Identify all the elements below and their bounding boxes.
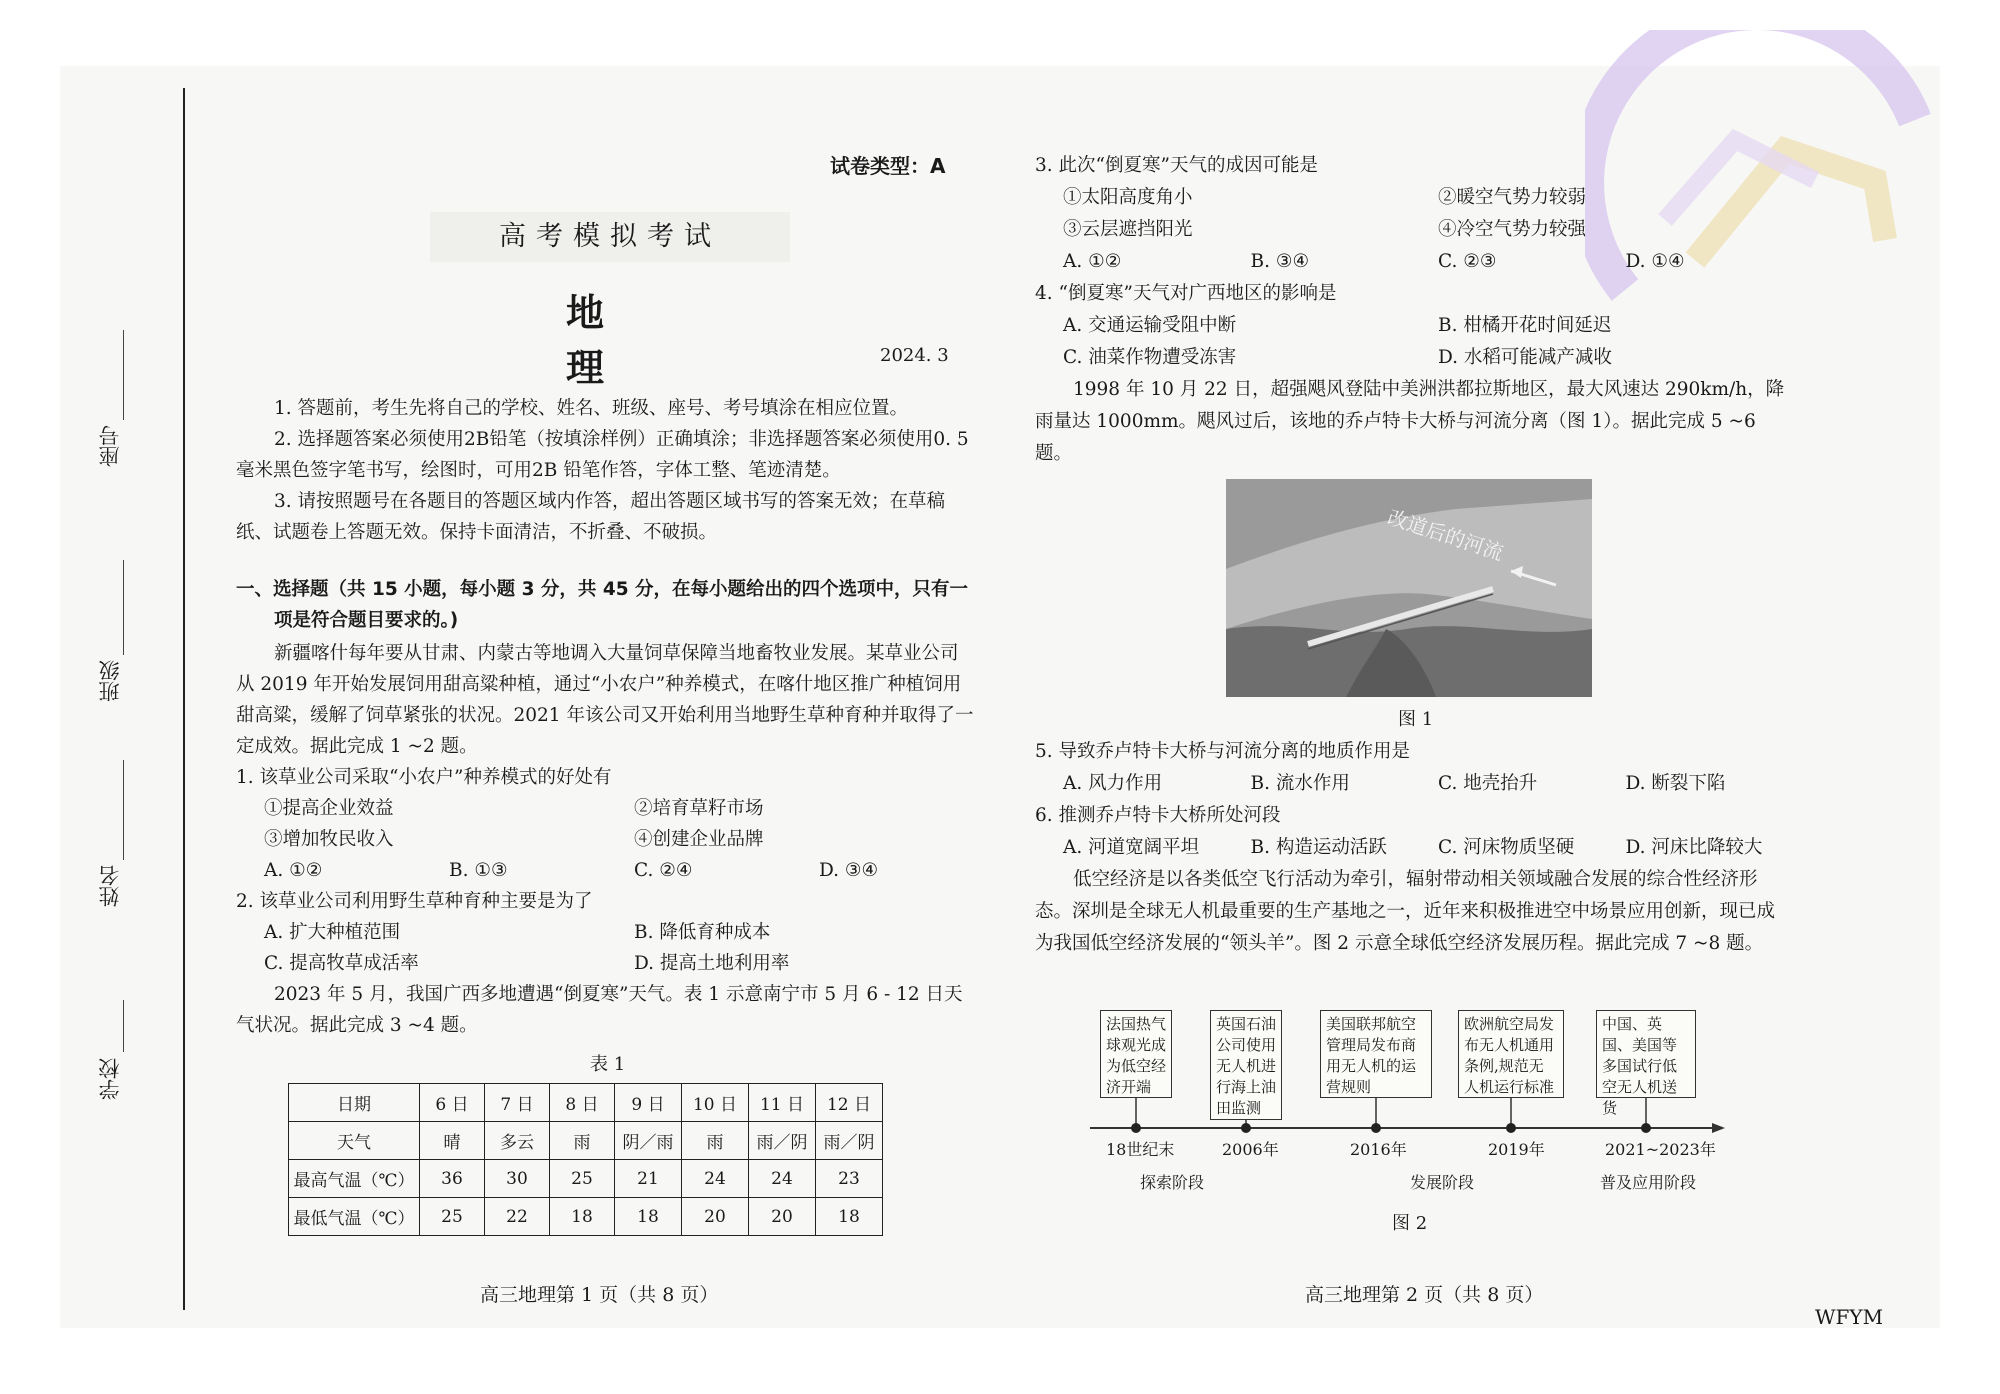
class-label: 班级 <box>98 660 122 702</box>
table-cell: 25 <box>420 1198 485 1236</box>
section-heading: 一、选择题（共 15 小题，每小题 3 分，共 45 分，在每小题给出的四个选项中，只有一 项是符合题目要求的。) <box>236 579 969 631</box>
table-cell: 24 <box>749 1160 816 1198</box>
q3-stem: 3. 此次“倒夏寒”天气的成因可能是 <box>1035 155 1318 176</box>
q2-option[interactable]: D. 提高土地利用率 <box>634 953 790 974</box>
stage-label: 探索阶段 <box>1140 1173 1205 1192</box>
q3-option[interactable]: D. ①④ <box>1625 251 1685 272</box>
seat-field[interactable] <box>95 330 135 490</box>
instructions <box>236 393 976 548</box>
school-label: 学校 <box>98 1058 122 1100</box>
table-cell: 雨 <box>550 1122 615 1160</box>
q2-option[interactable]: A. 扩大种植范围 <box>264 922 401 943</box>
timeline-year: 2006年 <box>1222 1140 1279 1159</box>
subject-title: 地 理 <box>565 291 743 390</box>
q6-option[interactable]: C. 河床物质坚硬 <box>1438 837 1575 858</box>
instruction-1: 1. 答题前，考生先将自己的学校、姓名、班级、座号、考号填涂在相应位置。 <box>274 398 909 419</box>
binding-line <box>183 88 185 1310</box>
q4-stem: 4. “倒夏寒”天气对广西地区的影响是 <box>1035 283 1337 304</box>
q1-item: ①提高企业效益 <box>264 798 394 819</box>
table-row <box>289 1084 883 1122</box>
right-questions-top <box>1035 150 1785 470</box>
q3-item: ④冷空气势力较强 <box>1438 219 1587 240</box>
timeline-year: 2021~2023年 <box>1605 1140 1716 1159</box>
table-cell: 日期 <box>289 1084 420 1122</box>
q2-option[interactable]: C. 提高牧草成活率 <box>264 953 419 974</box>
q3-item: ②暖空气势力较弱 <box>1438 187 1587 208</box>
q6-option[interactable]: B. 构造运动活跃 <box>1250 837 1387 858</box>
figure2-caption: 图 2 <box>1392 1213 1428 1234</box>
q3-item: ③云层遮挡阳光 <box>1063 219 1193 240</box>
table-cell: 20 <box>749 1198 816 1236</box>
q6-option[interactable]: A. 河道宽阔平坦 <box>1063 837 1200 858</box>
school-field[interactable] <box>95 1000 135 1110</box>
passage-4: 低空经济是以各类低空飞行活动为牵引，辐射带动相关领域融合发展的综合性经济形态。深圳是全球无人机最重要的生产基地之一，近年来积极推进空中场景应用创新，现已成为我国低空经济发展的“领头羊”。图 2 示意全球低空经济发展历程。据此完成 7 ~8 题。 <box>1035 869 1776 954</box>
table-cell: 最低气温（℃） <box>289 1198 420 1236</box>
table-cell: 36 <box>420 1160 485 1198</box>
table-cell: 雨／阴 <box>816 1122 883 1160</box>
q4-option[interactable]: D. 水稻可能减产减收 <box>1438 347 1612 368</box>
table-cell: 阴／雨 <box>615 1122 682 1160</box>
stage-label: 发展阶段 <box>1410 1173 1475 1192</box>
q4-option[interactable]: C. 油菜作物遭受冻害 <box>1063 347 1237 368</box>
bridge-river-photo <box>1226 479 1592 697</box>
q5-option[interactable]: C. 地壳抬升 <box>1438 773 1538 794</box>
exam-date: 2024. 3 <box>880 345 949 366</box>
instruction-3: 3. 请按照题号在各题目的答题区域内作答，超出答题区域书写的答案无效；在草稿纸、试题卷上答题无效。保持卡面清洁，不折叠、不破损。 <box>236 491 946 543</box>
table-cell: 8 日 <box>550 1084 615 1122</box>
watermark-text: WFYM <box>1815 1305 1884 1329</box>
table-cell: 雨 <box>682 1122 749 1160</box>
table-cell: 18 <box>550 1198 615 1236</box>
passage-1: 新疆喀什每年要从甘肃、内蒙古等地调入大量饲草保障当地畜牧业发展。某草业公司从 2019 年开始发展饲用甜高粱种植，通过“小农户”种养模式，在喀什地区推广种植饲用甜高粱，缓解了饲草紧张的状况。2021 年该公司又开始利用当地野生草种育种并取得了一定成效。据此完成 1 ~2 题。 <box>236 643 974 757</box>
q3-option[interactable]: A. ①② <box>1063 251 1122 272</box>
timeline-year: 2016年 <box>1350 1140 1407 1159</box>
q1-item: ③增加牧民收入 <box>264 829 394 850</box>
weather-table <box>288 1083 883 1236</box>
class-field[interactable] <box>95 560 135 720</box>
table-cell: 10 日 <box>682 1084 749 1122</box>
table-cell: 12 日 <box>816 1084 883 1122</box>
table-row <box>289 1122 883 1160</box>
table-cell: 晴 <box>420 1122 485 1160</box>
exam-title: 高考模拟考试 <box>430 212 790 262</box>
table-cell: 6 日 <box>420 1084 485 1122</box>
table-caption: 表 1 <box>590 1054 626 1075</box>
q5-option[interactable]: B. 流水作用 <box>1250 773 1350 794</box>
table-cell: 11 日 <box>749 1084 816 1122</box>
timeline-event-box: 中国、英国、美国等多国试行低空无人机送货 <box>1596 1010 1696 1098</box>
left-questions <box>236 638 976 1041</box>
q5-stem: 5. 导致乔卢特卡大桥与河流分离的地质作用是 <box>1035 741 1411 762</box>
table-cell: 24 <box>682 1160 749 1198</box>
q6-stem: 6. 推测乔卢特卡大桥所处河段 <box>1035 805 1281 826</box>
q1-option[interactable]: D. ③④ <box>819 860 879 881</box>
table-cell: 22 <box>485 1198 550 1236</box>
passage-2: 2023 年 5 月，我国广西多地遭遇“倒夏寒”天气。表 1 示意南宁市 5 月 6 - 12 日天气状况。据此完成 3 ~4 题。 <box>236 984 963 1036</box>
timeline-year: 18世纪末 <box>1106 1140 1175 1159</box>
table-cell: 25 <box>550 1160 615 1198</box>
table-cell: 18 <box>816 1198 883 1236</box>
q5-option[interactable]: A. 风力作用 <box>1063 773 1163 794</box>
figure1-caption: 图 1 <box>1398 709 1434 730</box>
passage-3: 1998 年 10 月 22 日，超强飓风登陆中美洲洪都拉斯地区，最大风速达 290km/h，降雨量达 1000mm。飓风过后，该地的乔卢特卡大桥与河流分离（图 1）。据此完成 5 ~6 题。 <box>1035 379 1785 464</box>
table-cell: 21 <box>615 1160 682 1198</box>
timeline-event-box: 美国联邦航空管理局发布商用无人机的运营规则 <box>1320 1010 1432 1098</box>
q3-item: ①太阳高度角小 <box>1063 187 1193 208</box>
paper-type: 试卷类型：A <box>830 154 946 178</box>
q4-option[interactable]: A. 交通运输受阻中断 <box>1063 315 1237 336</box>
q1-option[interactable]: C. ②④ <box>634 860 693 881</box>
instruction-2: 2. 选择题答案必须使用2B铅笔（按填涂样例）正确填涂；非选择题答案必须使用0. 5 毫米黑色签字笔书写，绘图时，可用2B 铅笔作答，字体工整、笔迹清楚。 <box>236 429 969 481</box>
timeline-event-box: 法国热气球观光成为低空经济开端 <box>1100 1010 1172 1098</box>
q1-item: ②培育草籽市场 <box>634 798 764 819</box>
name-label: 姓名 <box>98 865 122 907</box>
timeline-year: 2019年 <box>1488 1140 1545 1159</box>
q3-option[interactable]: B. ③④ <box>1250 251 1310 272</box>
table-cell: 雨／阴 <box>749 1122 816 1160</box>
table-row <box>289 1160 883 1198</box>
q2-stem: 2. 该草业公司利用野生草种育种主要是为了 <box>236 891 593 912</box>
timeline-event-box: 欧洲航空局发布无人机通用条例,规范无人机运行标准 <box>1458 1010 1564 1098</box>
table-cell: 20 <box>682 1198 749 1236</box>
q2-option[interactable]: B. 降低育种成本 <box>634 922 771 943</box>
table-cell: 天气 <box>289 1122 420 1160</box>
q4-option[interactable]: B. 柑橘开花时间延迟 <box>1438 315 1612 336</box>
table-cell: 7 日 <box>485 1084 550 1122</box>
page-footer-1: 高三地理第 1 页（共 8 页） <box>480 1284 719 1306</box>
table-cell: 23 <box>816 1160 883 1198</box>
seat-label: 座号 <box>98 425 122 467</box>
page-footer-2: 高三地理第 2 页（共 8 页） <box>1305 1284 1544 1306</box>
stage-label: 普及应用阶段 <box>1600 1173 1697 1192</box>
q5-option[interactable]: D. 断裂下陷 <box>1625 773 1726 794</box>
table-cell: 多云 <box>485 1122 550 1160</box>
right-questions-mid <box>1035 736 1785 960</box>
river-label: 改道后的河流 <box>1384 504 1507 565</box>
timeline-event-box: 英国石油公司使用无人机进行海上油田监测 <box>1210 1010 1282 1120</box>
q3-option[interactable]: C. ②③ <box>1438 251 1497 272</box>
q1-item: ④创建企业品牌 <box>634 829 764 850</box>
table-cell: 9 日 <box>615 1084 682 1122</box>
table-cell: 18 <box>615 1198 682 1236</box>
q1-stem: 1. 该草业公司采取“小农户”种养模式的好处有 <box>236 767 612 788</box>
name-field[interactable] <box>95 760 135 930</box>
q1-option[interactable]: B. ①③ <box>449 860 508 881</box>
table-cell: 最高气温（℃） <box>289 1160 420 1198</box>
table-cell: 30 <box>485 1160 550 1198</box>
table-row <box>289 1198 883 1236</box>
q6-option[interactable]: D. 河床比降较大 <box>1625 837 1763 858</box>
q1-option[interactable]: A. ①② <box>264 860 323 881</box>
